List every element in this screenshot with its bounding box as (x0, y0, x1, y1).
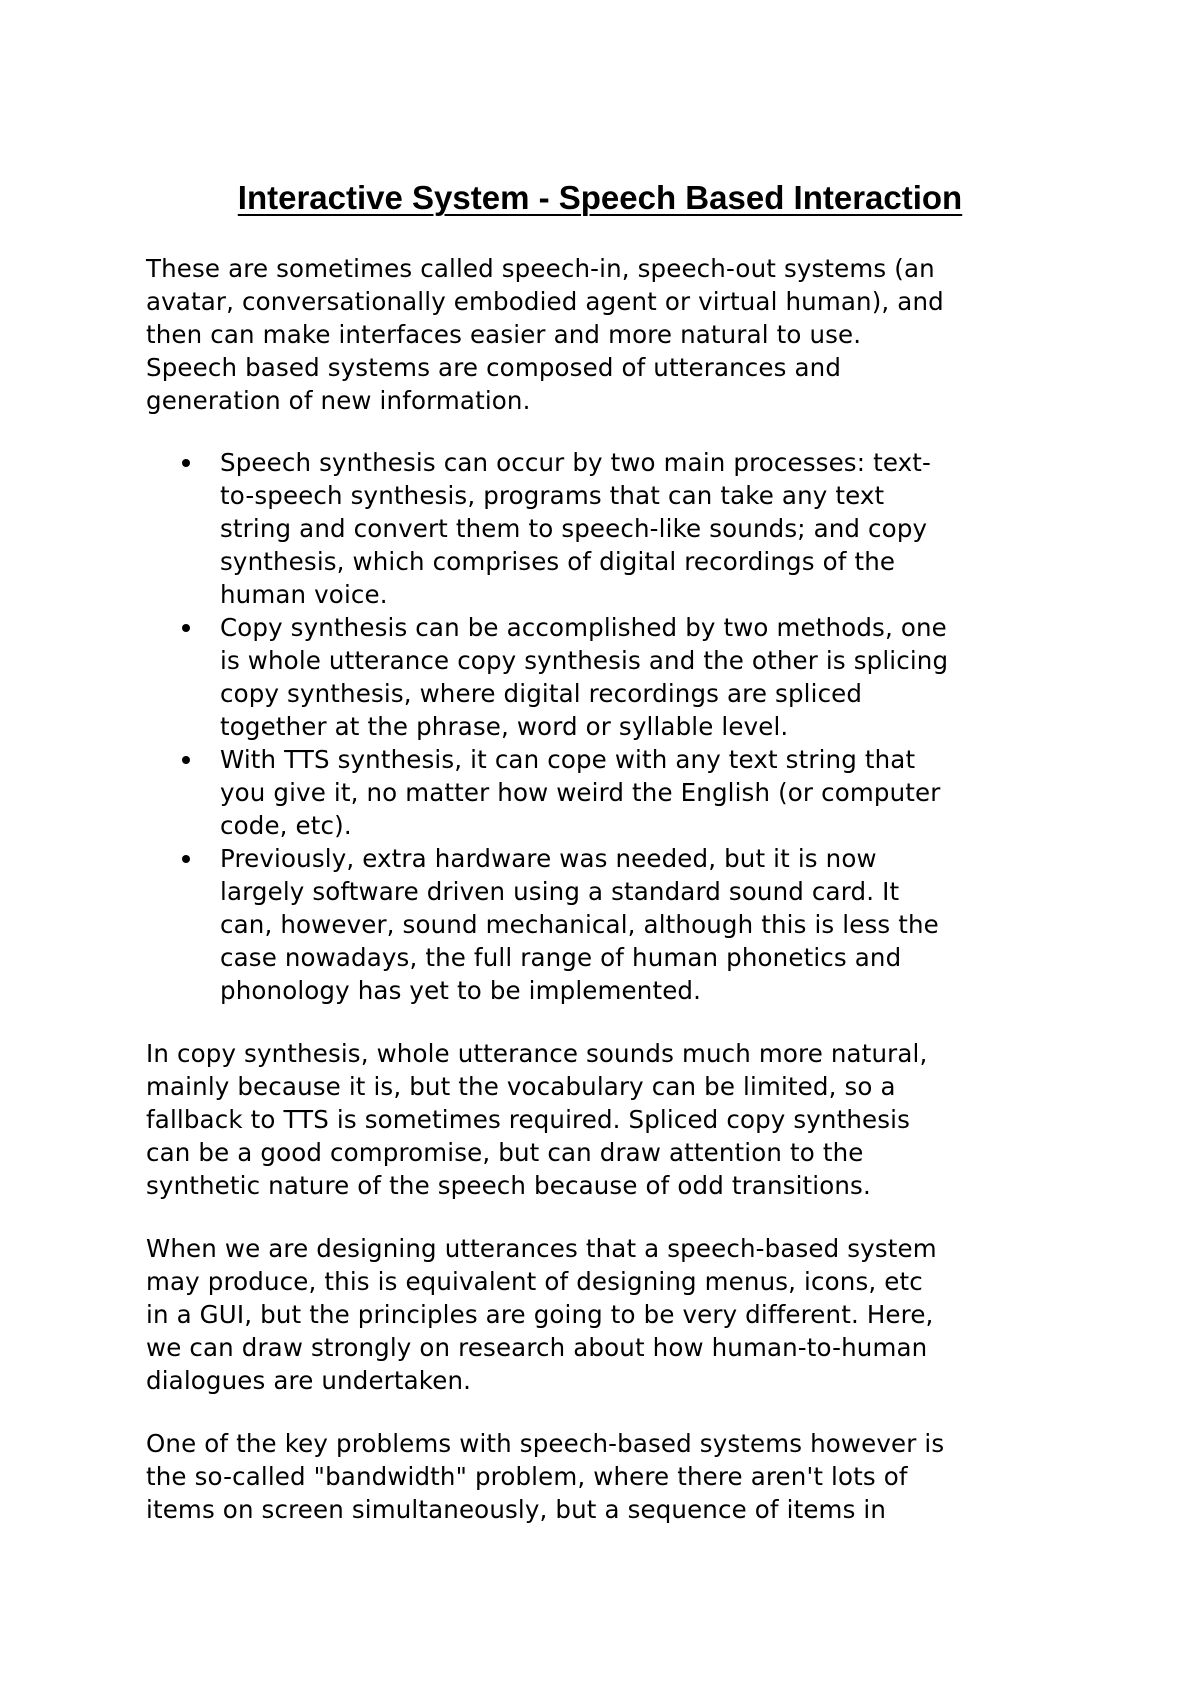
intro-paragraph (146, 252, 1076, 417)
bullet-line: string and convert them to speech-like sounds; and copy (220, 514, 928, 543)
bullet-item-copy-synthesis (146, 611, 1076, 743)
intro-line: These are sometimes called speech-in, speech-out systems (an (146, 254, 935, 283)
bullet-line: Speech synthesis can occur by two main processes: text- (220, 448, 932, 477)
paragraph-line: When we are designing utterances that a speech-based system (146, 1234, 937, 1263)
document-title: Interactive System - Speech Based Interaction (237, 179, 963, 216)
bullet-dot-icon (182, 855, 190, 863)
bullet-item-speech-synthesis (146, 446, 1076, 611)
intro-line: avatar, conversationally embodied agent or virtual human), and (146, 287, 944, 316)
bullet-line: to-speech synthesis, programs that can take any text (220, 481, 885, 510)
bullet-line: you give it, no matter how weird the English (or computer (220, 778, 941, 807)
paragraph-line: In copy synthesis, whole utterance sounds much more natural, (146, 1039, 928, 1068)
bullet-list (146, 446, 1076, 1007)
bullet-line: code, etc). (220, 811, 352, 840)
paragraph-line: in a GUI, but the principles are going to be very different. Here, (146, 1300, 934, 1329)
bullet-line: Previously, extra hardware was needed, but it is now (220, 844, 877, 873)
paragraph-line: may produce, this is equivalent of designing menus, icons, etc (146, 1267, 923, 1296)
bullet-line: together at the phrase, word or syllable level. (220, 712, 789, 741)
paragraph-line: we can draw strongly on research about how human-to-human (146, 1333, 928, 1362)
bullet-line: can, however, sound mechanical, although this is less the (220, 910, 939, 939)
bullet-item-tts-synthesis (146, 743, 1076, 842)
bullet-line: synthesis, which comprises of digital recordings of the (220, 547, 896, 576)
bullet-line: Copy synthesis can be accomplished by two methods, one (220, 613, 947, 642)
copy-synthesis-paragraph (146, 1037, 1076, 1202)
bullet-line: human voice. (220, 580, 388, 609)
paragraph-line: items on screen simultaneously, but a sequence of items in (146, 1495, 887, 1524)
bullet-item-hardware (146, 842, 1076, 1007)
intro-line: then can make interfaces easier and more natural to use. (146, 320, 862, 349)
paragraph-line: mainly because it is, but the vocabulary can be limited, so a (146, 1072, 896, 1101)
bullet-line: phonology has yet to be implemented. (220, 976, 702, 1005)
bullet-dot-icon (182, 756, 190, 764)
paragraph-line: can be a good compromise, but can draw attention to the (146, 1138, 864, 1167)
intro-line: Speech based systems are composed of utterances and (146, 353, 842, 382)
bullet-line: largely software driven using a standard sound card. It (220, 877, 900, 906)
intro-line: generation of new information. (146, 386, 531, 415)
designing-utterances-paragraph (146, 1232, 1076, 1397)
bullet-line: case nowadays, the full range of human phonetics and (220, 943, 902, 972)
paragraph-line: One of the key problems with speech-based systems however is (146, 1429, 945, 1458)
bandwidth-problem-paragraph (146, 1427, 1076, 1526)
paragraph-line: synthetic nature of the speech because of odd transitions. (146, 1171, 871, 1200)
bullet-line: copy synthesis, where digital recordings are spliced (220, 679, 863, 708)
paragraph-line: fallback to TTS is sometimes required. Spliced copy synthesis (146, 1105, 911, 1134)
bullet-dot-icon (182, 624, 190, 632)
paragraph-line: dialogues are undertaken. (146, 1366, 472, 1395)
bullet-line: With TTS synthesis, it can cope with any text string that (220, 745, 916, 774)
bullet-line: is whole utterance copy synthesis and the other is splicing (220, 646, 949, 675)
bullet-dot-icon (182, 459, 190, 467)
paragraph-line: the so-called "bandwidth" problem, where there aren't lots of (146, 1462, 908, 1491)
